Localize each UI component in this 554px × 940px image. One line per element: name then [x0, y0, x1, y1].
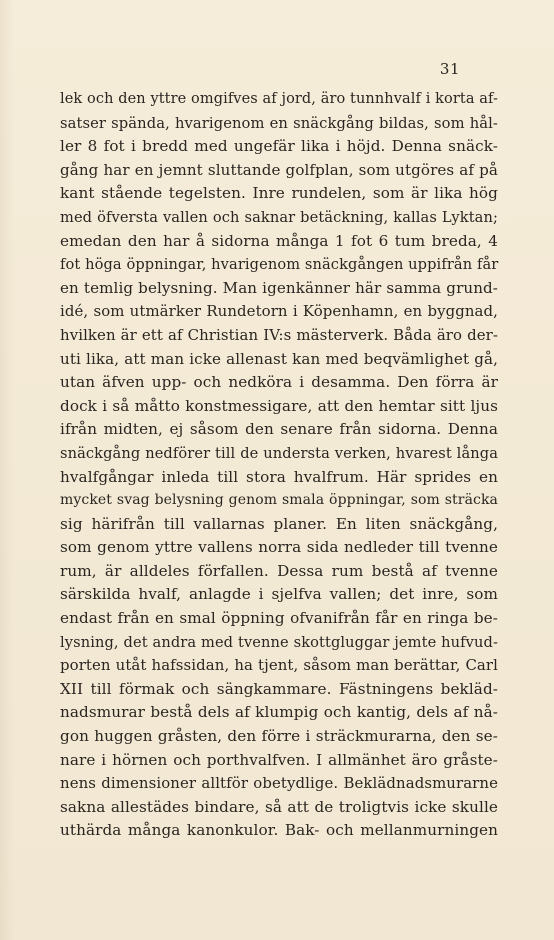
text-line: en temlig belysning. Man igenkänner här samma grund- [60, 278, 498, 297]
text-line: ler 8 fot i bredd med ungefär lika i höjd. Denna snäck- [60, 137, 498, 156]
text-line: särskilda hvalf, anlagde i sjelfva vallen; det inre, som [60, 585, 498, 604]
text-line: nens dimensioner alltför obetydlige. Beklädnadsmurarne [60, 774, 498, 793]
text-line: dock i så måtto konstmessigare, att den hemtar sitt ljus [60, 396, 498, 415]
text-line: ifrån midten, ej såsom den senare från sidorna. Denna [60, 420, 498, 439]
text-line: hvilken är ett af Christian IV:s mästerverk. Båda äro der- [60, 325, 498, 344]
text-line: XII till förmak och sängkammare. Fästningens bekläd- [60, 679, 498, 698]
text-line: sakna allestädes bindare, så att de troligtvis icke skulle [60, 797, 498, 816]
text-line: emedan den har å sidorna många 1 fot 6 tum breda, 4 [60, 231, 498, 250]
text-line: lysning, det andra med tvenne skottgluggar jemte hufvud- [60, 633, 498, 651]
text-line: nare i hörnen och porthvalfven. I allmänhet äro gråste- [60, 750, 498, 769]
text-line: fot höga öppningar, hvarigenom snäckgången uppifrån får [60, 256, 499, 274]
page-number: 31 [439, 60, 460, 78]
text-line: satser spända, hvarigenom en snäckgång bildas, som hål- [60, 114, 498, 132]
text-line: utan äfven upp- och nedköra i desamma. Den förra är [60, 373, 498, 392]
text-line: snäckgång nedförer till de understa verken, hvarest långa [60, 444, 498, 462]
text-line: som genom yttre vallens norra sida nedleder till tvenne [60, 538, 498, 557]
text-line: nadsmurar bestå dels af klumpig och kantig, dels af nå- [60, 703, 498, 722]
text-line: idé, som utmärker Rundetorn i Köpenhamn, en byggnad, [60, 302, 498, 321]
body-text [60, 88, 498, 843]
text-line: kant stående tegelsten. Inre rundelen, som är lika hög [60, 184, 498, 203]
text-line: gång har en jemnt sluttande golfplan, som utgöres af på [60, 160, 498, 179]
text-line: uthärda många kanonkulor. Bak- och mellanmurningen [60, 821, 498, 840]
text-line: lek och den yttre omgifves af jord, äro tunnhvalf i korta af- [60, 91, 498, 107]
text-line: porten utåt hafssidan, ha tjent, såsom man berättar, Carl [60, 656, 498, 675]
text-line: uti lika, att man icke allenast kan med beqvämlighet gå, [60, 349, 498, 368]
text-line: mycket svag belysning genom smala öppningar, som sträcka [60, 492, 498, 509]
text-line: rum, är alldeles förfallen. Dessa rum bestå af tvenne [60, 561, 498, 580]
text-line: endast från en smal öppning ofvanifrån får en ringa be- [60, 609, 498, 628]
text-line: hvalfgångar inleda till stora hvalfrum. Här sprides en [60, 467, 498, 486]
text-line: gon huggen gråsten, den förre i sträckmurarna, den se- [60, 727, 498, 746]
text-line: med öfversta vallen och saknar betäckning, kallas Lyktan; [60, 208, 498, 226]
text-line: sig härifrån till vallarnas planer. En liten snäckgång, [60, 514, 498, 533]
